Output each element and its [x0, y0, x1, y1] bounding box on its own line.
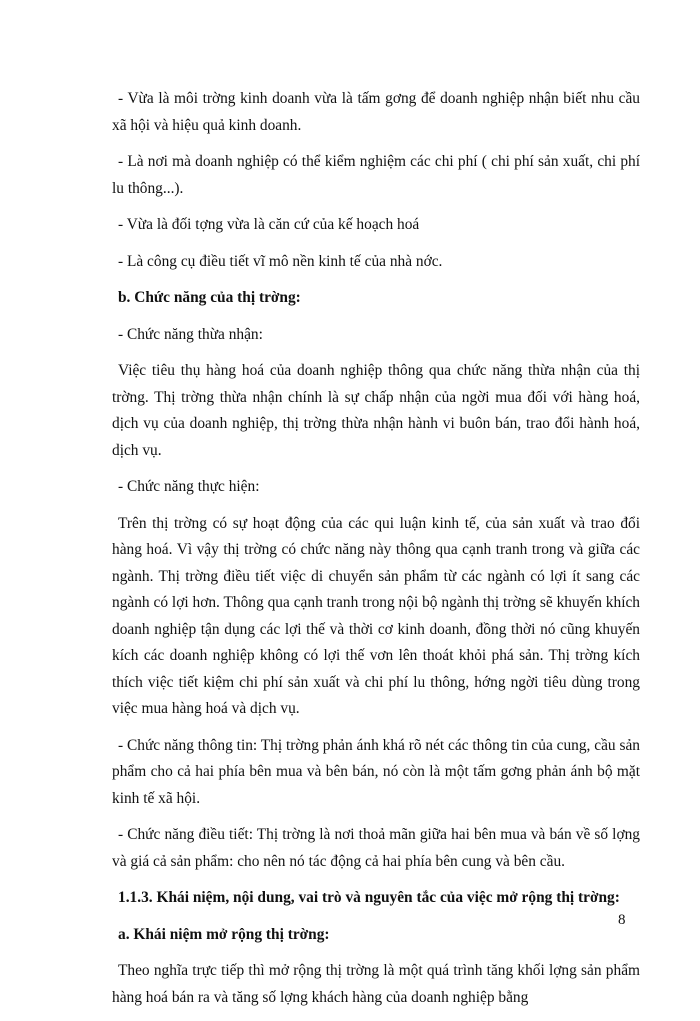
- paragraph: - Là công cụ điều tiết vĩ mô nền kinh tế của nhà nớc.: [118, 252, 443, 270]
- paragraph: Theo nghĩa trực tiếp thì mở rộng thị trờng là một quá trình tăng khối lợng sản phẩm hàng hoá bán ra và tăng số lợng khách hàng của doanh nghiệp bằng: [112, 962, 640, 1006]
- page-number: 8: [618, 912, 626, 928]
- paragraph: - Vừa là đối tợng vừa là căn cứ của kế hoạch hoá: [118, 216, 420, 233]
- section-heading: 1.1.3. Khái niệm, nội dung, vai trò và nguyên tắc của việc mở rộng thị trờng:: [118, 889, 620, 906]
- section-heading: b. Chức năng của thị trờng:: [118, 289, 301, 306]
- paragraph: - Chức năng thực hiện:: [118, 478, 260, 495]
- paragraph: - Là nơi mà doanh nghiệp có thể kiểm nghiệm các chi phí ( chi phí sản xuất, chi phí lu thông...).: [112, 153, 640, 197]
- paragraph: - Vừa là môi trờng kinh doanh vừa là tấm gơng để doanh nghiệp nhận biết nhu cầu xã hội và hiệu quả kinh doanh.: [112, 90, 640, 134]
- section-heading: a. Khái niệm mở rộng thị trờng:: [118, 925, 330, 943]
- paragraph: Việc tiêu thụ hàng hoá của doanh nghiệp thông qua chức năng thừa nhận của thị trờng. Thị trờng thừa nhận chính là sự chấp nhận của ngời mua đối với hàng hoá, dịch vụ của doanh nghiệp, thị trờng thừa nhận hành vi buôn bán, trao đổi hành hoá, dịch vụ.: [112, 362, 640, 459]
- paragraph: - Chức năng thừa nhận:: [118, 325, 263, 343]
- page-body: [112, 86, 640, 1021]
- paragraph: Trên thị trờng có sự hoạt động của các qui luận kinh tế, của sản xuất và trao đổi hàng hoá. Vì vậy thị trờng có chức năng này thông qua cạnh tranh trong và giữa các ngành. Thị trờng điều tiết việc di chuyển sản phẩm từ các ngành có lợi ít sang các ngành có lợi hơn. Thông qua cạnh tranh trong nội bộ ngành thị trờng sẽ khuyến khích doanh nghiệp tận dụng các lợi thế và thời cơ kinh doanh, đồng thời nó cũng khuyến kích các doanh nghiệp không có lợi thế vơn lên thoát khỏi phá sản. Thị trờng kích thích việc tiết kiệm chi phí sản xuất và chi phí lu thông, hớng ngời tiêu dùng trong việc mua hàng hoá và dịch vụ.: [112, 514, 640, 717]
- paragraph: - Chức năng thông tin: Thị trờng phản ánh khá rõ nét các thông tin của cung, cầu sản phẩm cho cả hai phía bên mua và bên bán, nó còn là một tấm gơng phản ánh bộ mặt kinh tế xã hội.: [112, 736, 640, 807]
- paragraph: - Chức năng điều tiết: Thị trờng là nơi thoả mãn giữa hai bên mua và bán về số lợng và giá cả sản phẩm: cho nên nó tác động cả hai phía bên cung và bên cầu.: [112, 826, 640, 870]
